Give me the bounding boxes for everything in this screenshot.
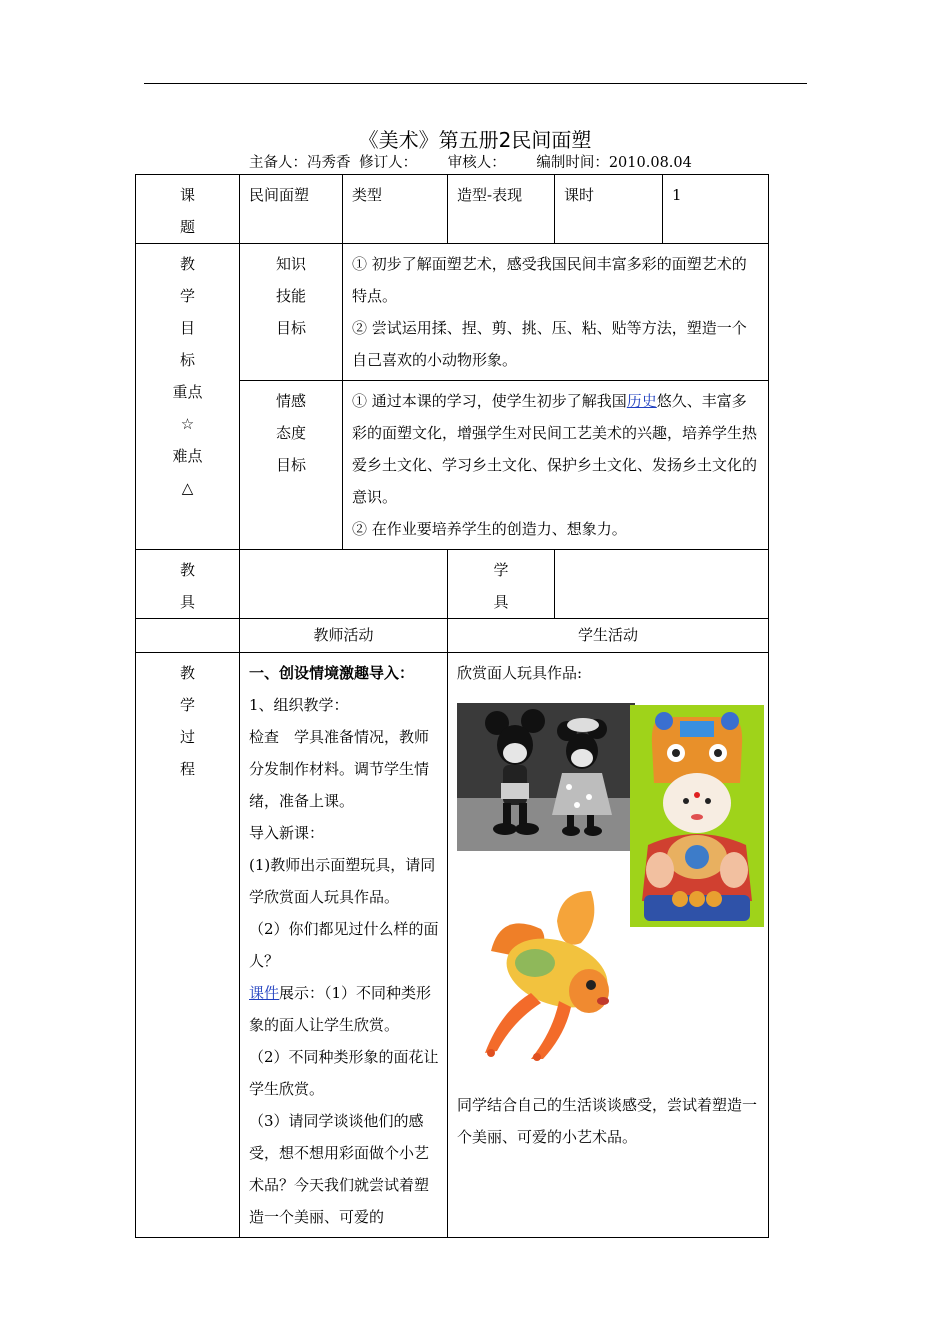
mickey-minnie-dough-figures-photo <box>457 703 635 851</box>
objectives-side-label: 教 学 目 标 重点 ☆ 难点 △ <box>136 244 240 550</box>
type-label: 类型 <box>343 175 448 244</box>
hours-label: 课时 <box>555 175 663 244</box>
page-title: 《美术》第五册2民间面塑 <box>358 128 592 152</box>
student-activity-content: 欣赏面人玩具作品: 同学结合自己的生活谈谈感受，尝试着塑造一个美丽、可爱的小艺术品。 <box>448 653 769 1238</box>
topic-row <box>136 175 769 244</box>
artwork-images <box>457 689 760 1089</box>
tiger-hat-boy-dough-figure-photo <box>630 705 764 927</box>
section-heading: 一、创设情境激趣导入： <box>249 664 415 682</box>
process-side-label: 教 学 过 程 <box>136 653 240 1238</box>
history-link[interactable]: 历史 <box>626 392 657 410</box>
knowledge-skill-label: 知识 技能 目标 <box>240 244 343 381</box>
teaching-aids-label: 教 具 <box>136 550 240 619</box>
tools-row <box>136 550 769 619</box>
teaching-aids-value <box>240 550 448 619</box>
process-row <box>136 653 769 1238</box>
topic-label: 课 题 <box>136 175 240 244</box>
teacher-activity-heading: 教师活动 <box>240 619 448 653</box>
compile-date: 编制时间：2010.08.04 <box>536 155 692 171</box>
courseware-link[interactable]: 课件 <box>249 984 280 1002</box>
lesson-plan-table <box>135 174 769 1238</box>
objectives-knowledge-row <box>136 244 769 381</box>
reviser: 修订人： <box>359 155 418 171</box>
student-activity-heading: 学生活动 <box>448 619 769 653</box>
learning-aids-value <box>555 550 769 619</box>
activity-header-row <box>136 619 769 653</box>
preparer: 主备人：冯秀香 <box>249 155 351 171</box>
learning-aids-label: 学 具 <box>448 550 555 619</box>
header-rule <box>144 83 807 84</box>
topic-value: 民间面塑 <box>240 175 343 244</box>
knowledge-skill-text: ① 初步了解面塑艺术，感受我国民间丰富多彩的面塑艺术的特点。 ② 尝试运用揉、捏、剪、挑、压、粘、贴等方法，塑造一个自己喜欢的小动物形象。 <box>343 244 769 381</box>
teacher-activity-content: 一、创设情境激趣导入： 1、组织教学： 检查 学具准备情况，教师分发制作材料。调节学生情绪，准备上课。 导入新课： (1)教师出示面塑玩具，请同学欣赏面人玩具作品。 （2）你们都见过什么样的面人？ 课件展示：（1）不同种类形象的面人让学生欣赏。 （2）不同种类形象的面花让学生欣赏。 （3）请同学谈谈他们的感受，想不想用彩面做个小艺术品？今天我们就尝试着塑造一个美丽、可爱的 <box>240 653 448 1238</box>
activity-header-blank <box>136 619 240 653</box>
type-value: 造型-表现 <box>448 175 555 244</box>
goldfish-dough-figure-photo <box>461 881 627 1065</box>
document-meta <box>249 151 696 172</box>
reviewer: 审核人： <box>447 155 506 171</box>
emotion-attitude-text: ① 通过本课的学习，使学生初步了解我国历史悠久、丰富多彩的面塑文化，增强学生对民间工艺美术的兴趣，培养学生热爱乡土文化、学习乡土文化、保护乡土文化、发扬乡土文化的意识。 ② 在作业要培养学生的创造力、想象力。 <box>343 381 769 550</box>
emotion-attitude-label: 情感 态度 目标 <box>240 381 343 550</box>
hours-value: 1 <box>663 175 769 244</box>
